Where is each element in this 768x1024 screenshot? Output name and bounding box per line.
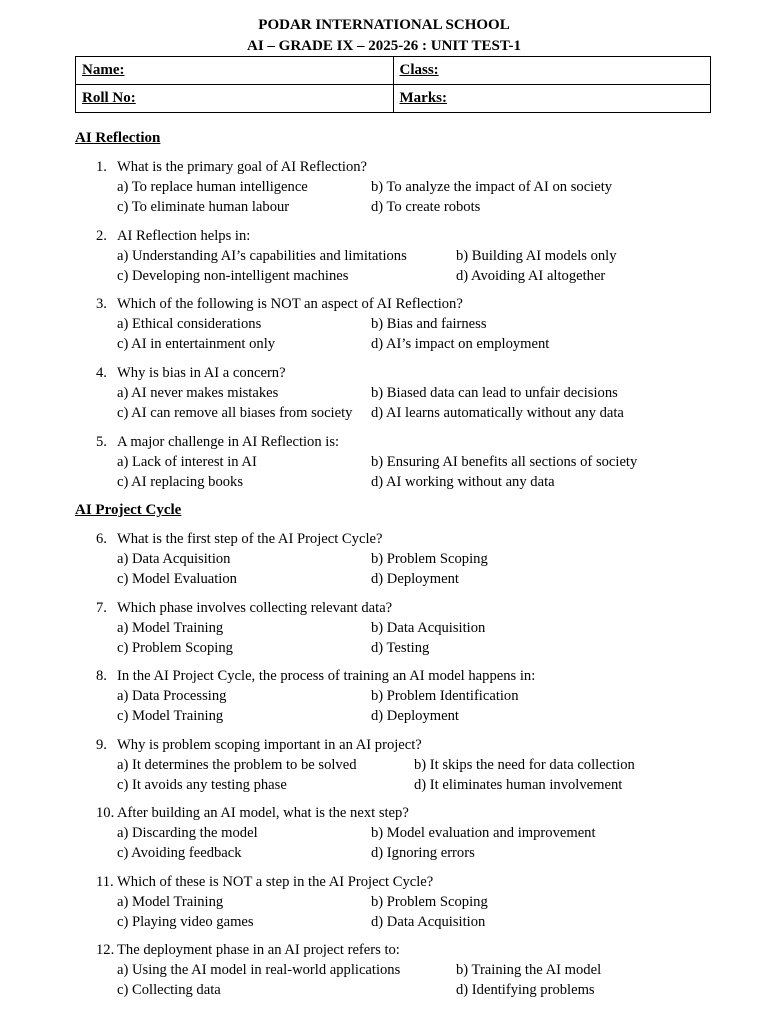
student-info-table bbox=[75, 56, 711, 113]
option-a: a) Data Processing bbox=[117, 688, 227, 704]
option-d: d) AI working without any data bbox=[371, 474, 555, 490]
question-text: What is the first step of the AI Project Cycle? bbox=[117, 531, 383, 547]
option-d: d) AI learns automatically without any data bbox=[371, 405, 624, 421]
question-number: 1. bbox=[96, 159, 107, 175]
option-a: a) It determines the problem to be solved bbox=[117, 757, 357, 773]
class-field: Class: bbox=[393, 57, 711, 85]
question-number: 11. bbox=[96, 874, 114, 890]
marks-field: Marks: bbox=[393, 85, 711, 113]
option-c: c) Playing video games bbox=[117, 914, 254, 930]
option-d: d) AI’s impact on employment bbox=[371, 336, 550, 352]
question-6 bbox=[0, 529, 768, 589]
question-number: 10. bbox=[96, 805, 115, 821]
question-9 bbox=[0, 735, 768, 795]
option-d: d) Identifying problems bbox=[456, 982, 595, 998]
school-name: PODAR INTERNATIONAL SCHOOL bbox=[258, 17, 510, 33]
question-number: 7. bbox=[96, 600, 107, 616]
option-d: d) Ignoring errors bbox=[371, 845, 475, 861]
option-b: b) Building AI models only bbox=[456, 248, 617, 264]
question-2 bbox=[0, 226, 768, 286]
question-number: 8. bbox=[96, 668, 107, 684]
question-5 bbox=[0, 432, 768, 492]
question-text: After building an AI model, what is the next step? bbox=[117, 805, 409, 821]
option-d: d) Deployment bbox=[371, 571, 459, 587]
option-d: d) Avoiding AI altogether bbox=[456, 268, 606, 284]
question-text: Why is problem scoping important in an AI project? bbox=[117, 737, 422, 753]
question-text: Why is bias in AI a concern? bbox=[117, 365, 286, 381]
question-text: Which phase involves collecting relevant data? bbox=[117, 600, 393, 616]
option-a: a) Ethical considerations bbox=[117, 316, 262, 332]
option-c: c) Avoiding feedback bbox=[117, 845, 242, 861]
section-heading-reflection: AI Reflection bbox=[75, 130, 161, 146]
option-b: b) Bias and fairness bbox=[371, 316, 487, 332]
option-c: c) To eliminate human labour bbox=[117, 199, 290, 215]
option-c: c) Model Training bbox=[117, 708, 224, 724]
question-11 bbox=[0, 872, 768, 932]
question-number: 2. bbox=[96, 228, 107, 244]
question-number: 12. bbox=[96, 942, 115, 958]
name-field: Name: bbox=[76, 57, 394, 85]
option-d: d) Deployment bbox=[371, 708, 459, 724]
option-c: c) Model Evaluation bbox=[117, 571, 237, 587]
option-d: d) To create robots bbox=[371, 199, 481, 215]
question-text: In the AI Project Cycle, the process of training an AI model happens in: bbox=[117, 668, 536, 684]
question-text: Which of these is NOT a step in the AI Project Cycle? bbox=[117, 874, 434, 890]
option-b: b) Ensuring AI benefits all sections of society bbox=[371, 454, 638, 470]
option-b: b) Training the AI model bbox=[456, 962, 602, 978]
option-a: a) Data Acquisition bbox=[117, 551, 231, 567]
option-a: a) Discarding the model bbox=[117, 825, 258, 841]
test-title: AI – GRADE IX – 2025-26 : UNIT TEST-1 bbox=[247, 38, 521, 54]
question-number: 9. bbox=[96, 737, 107, 753]
question-4 bbox=[0, 363, 768, 423]
question-text: The deployment phase in an AI project refers to: bbox=[117, 942, 400, 958]
option-a: a) Lack of interest in AI bbox=[117, 454, 257, 470]
option-c: c) AI in entertainment only bbox=[117, 336, 276, 352]
question-8 bbox=[0, 666, 768, 726]
option-a: a) Understanding AI’s capabilities and limitations bbox=[117, 248, 407, 264]
question-text: AI Reflection helps in: bbox=[117, 228, 251, 244]
option-b: b) Problem Scoping bbox=[371, 894, 488, 910]
option-c: c) Collecting data bbox=[117, 982, 221, 998]
option-c: c) It avoids any testing phase bbox=[117, 777, 287, 793]
question-10 bbox=[0, 803, 768, 863]
question-text: A major challenge in AI Reflection is: bbox=[117, 434, 340, 450]
option-c: c) Developing non-intelligent machines bbox=[117, 268, 349, 284]
option-a: a) Model Training bbox=[117, 620, 224, 636]
question-number: 6. bbox=[96, 531, 107, 547]
option-b: b) Model evaluation and improvement bbox=[371, 825, 596, 841]
question-text: Which of the following is NOT an aspect of AI Reflection? bbox=[117, 296, 463, 312]
question-3 bbox=[0, 294, 768, 354]
section-heading-project-cycle: AI Project Cycle bbox=[75, 502, 182, 518]
option-c: c) Problem Scoping bbox=[117, 640, 233, 656]
question-number: 3. bbox=[96, 296, 107, 312]
option-a: a) Model Training bbox=[117, 894, 224, 910]
option-a: a) Using the AI model in real-world applications bbox=[117, 962, 401, 978]
question-number: 5. bbox=[96, 434, 107, 450]
roll-field: Roll No: bbox=[76, 85, 394, 113]
question-1 bbox=[0, 157, 768, 217]
option-b: b) Data Acquisition bbox=[371, 620, 486, 636]
option-b: b) It skips the need for data collection bbox=[414, 757, 635, 773]
question-number: 4. bbox=[96, 365, 107, 381]
option-a: a) To replace human intelligence bbox=[117, 179, 308, 195]
option-b: b) Biased data can lead to unfair decisions bbox=[371, 385, 618, 401]
question-7 bbox=[0, 598, 768, 658]
option-b: b) Problem Identification bbox=[371, 688, 519, 704]
option-c: c) AI can remove all biases from society bbox=[117, 405, 353, 421]
option-a: a) AI never makes mistakes bbox=[117, 385, 279, 401]
option-d: d) Testing bbox=[371, 640, 430, 656]
option-c: c) AI replacing books bbox=[117, 474, 244, 490]
option-b: b) Problem Scoping bbox=[371, 551, 488, 567]
question-12 bbox=[0, 940, 768, 1000]
question-text: What is the primary goal of AI Reflection? bbox=[117, 159, 368, 175]
option-d: d) It eliminates human involvement bbox=[414, 777, 623, 793]
option-b: b) To analyze the impact of AI on society bbox=[371, 179, 613, 195]
option-d: d) Data Acquisition bbox=[371, 914, 486, 930]
